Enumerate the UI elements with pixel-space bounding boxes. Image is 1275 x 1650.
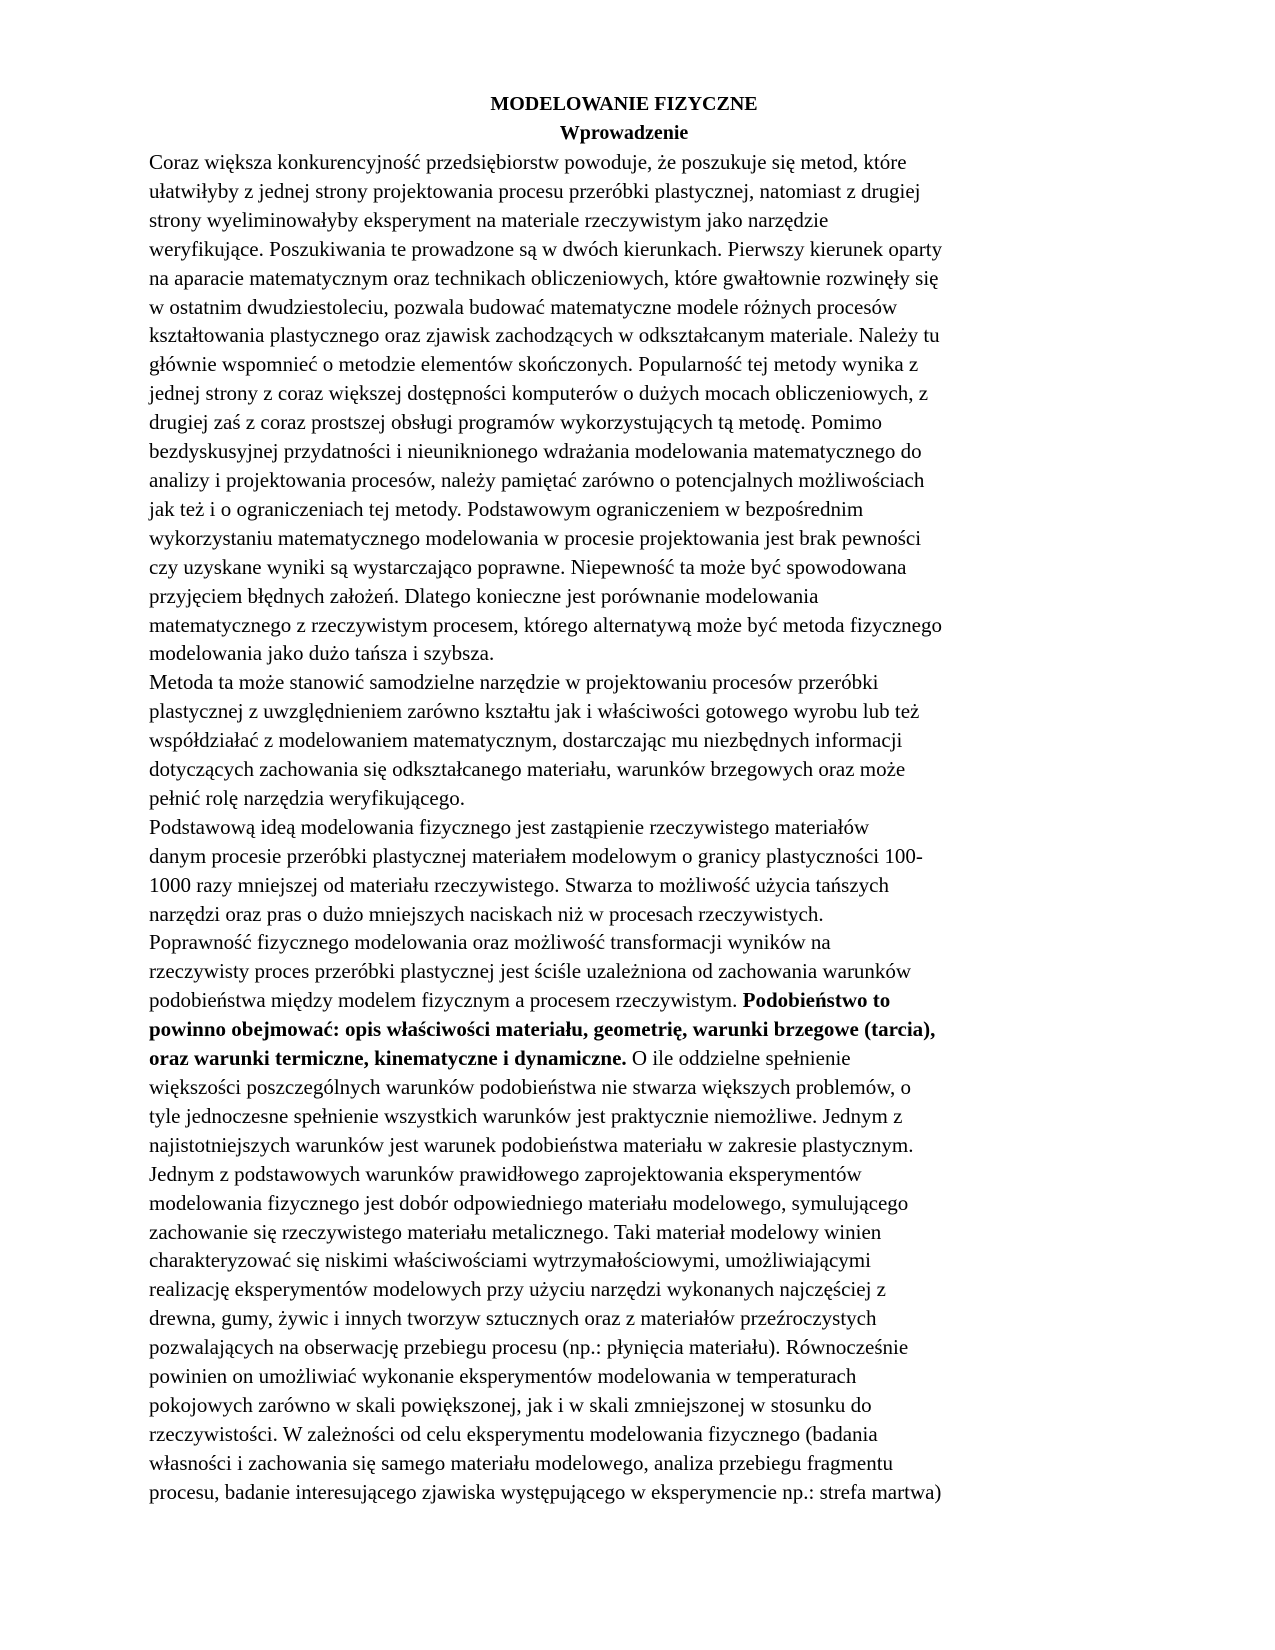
- paragraph-3: [149, 813, 1099, 1073]
- paragraph-line: najistotniejszych warunków jest warunek podobieństwa materiału w zakresie plastycznym.: [149, 1132, 914, 1157]
- paragraph-line: jednej strony z coraz większej dostępności komputerów o dużych mocach obliczeniowych, z: [149, 381, 929, 406]
- line-text: podobieństwa między modelem fizycznym a procesem rzeczywistym.: [149, 988, 738, 1013]
- paragraph-line: Metoda ta może stanowić samodzielne narzędzie w projektowaniu procesów przeróbki: [149, 670, 879, 695]
- paragraph-line: modelowania jako dużo tańsza i szybsza.: [149, 641, 495, 666]
- paragraph-line: kształtowania plastycznego oraz zjawisk zachodzących w odkształcanym materiale. Należy tu: [149, 323, 940, 348]
- bold-text: oraz warunki termiczne, kinematyczne i dynamiczne.: [149, 1046, 627, 1071]
- paragraph-line: strony wyeliminowałyby eksperyment na materiale rzeczywistym jako narzędzie: [149, 207, 829, 232]
- paragraph-line: pokojowych zarówno w skali powiększonej, jak i w skali zmniejszonej w stosunku do: [149, 1392, 872, 1417]
- paragraph-line: Jednym z podstawowych warunków prawidłowego zaprojektowania eksperymentów: [149, 1161, 862, 1186]
- paragraph-line: charakteryzować się niskimi właściwościami wytrzymałościowymi, umożliwiającymi: [149, 1248, 871, 1273]
- paragraph-line: dotyczących zachowania się odkształcanego materiału, warunków brzegowych oraz może: [149, 757, 906, 782]
- paragraph-1: [149, 148, 1099, 668]
- paragraph-line: matematycznego z rzeczywistym procesem, którego alternatywą może być metoda fizycznego: [149, 612, 942, 637]
- paragraph-line: jak też i o ograniczeniach tej metody. Podstawowym ograniczeniem w bezpośrednim: [149, 496, 864, 521]
- paragraph-line: Coraz większa konkurencyjność przedsiębiorstw powoduje, że poszukuje się metod, które: [149, 150, 907, 174]
- paragraph-line: [149, 986, 1099, 1015]
- paragraph-line: pełnić rolę narzędzia weryfikującego.: [149, 785, 465, 810]
- paragraph-3-continued: [149, 1073, 1099, 1507]
- paragraph-line: 1000 razy mniejszej od materiału rzeczywistego. Stwarza to możliwość użycia tańszych: [149, 872, 889, 897]
- paragraph-line: procesu, badanie interesującego zjawiska występującego w eksperymencie np.: strefa martwa): [149, 1479, 942, 1504]
- paragraph-line: przyjęciem błędnych założeń. Dlatego konieczne jest porównanie modelowania: [149, 583, 819, 608]
- paragraph-line: narzędzi oraz pras o dużo mniejszych naciskach niż w procesach rzeczywistych.: [149, 901, 824, 926]
- paragraph-2: [149, 668, 1099, 813]
- paragraph-line: rzeczywisty proces przeróbki plastycznej jest ściśle uzależniona od zachowania warunków: [149, 959, 912, 984]
- line-text: O ile oddzielne spełnienie: [626, 1046, 851, 1071]
- paragraph-line: ułatwiłyby z jednej strony projektowania procesu przeróbki plastycznej, natomiast z drugiej: [149, 178, 921, 203]
- paragraph-line: pozwalających na obserwację przebiegu procesu (np.: płynięcia materiału). Równocześnie: [149, 1335, 909, 1360]
- paragraph-line: wykorzystaniu matematycznego modelowania w procesie projektowania jest brak pewności: [149, 525, 922, 550]
- paragraph-line: rzeczywistości. W zależności od celu eksperymentu modelowania fizycznego (badania: [149, 1421, 878, 1446]
- paragraph-line: [149, 1044, 1099, 1073]
- bold-text: Podobieństwo to: [742, 988, 891, 1013]
- paragraph-line: współdziałać z modelowaniem matematycznym, dostarczając mu niezbędnych informacji: [149, 728, 903, 753]
- paragraph-line: danym procesie przeróbki plastycznej materiałem modelowym o granicy plastyczności 100-: [149, 843, 923, 868]
- paragraph-line: Podstawową ideą modelowania fizycznego jest zastąpienie rzeczywistego materiałów: [149, 814, 870, 839]
- paragraph-line: modelowania fizycznego jest dobór odpowiedniego materiału modelowego, symulującego: [149, 1190, 909, 1215]
- paragraph-line: Poprawność fizycznego modelowania oraz możliwość transformacji wyników na: [149, 930, 831, 955]
- paragraph-line: realizację eksperymentów modelowych przy użyciu narzędzi wykonanych najczęściej z: [149, 1277, 886, 1302]
- paragraph-line: drugiej zaś z coraz prostszej obsługi programów wykorzystujących tą metodę. Pomimo: [149, 410, 883, 435]
- paragraph-line: drewna, gumy, żywic i innych tworzyw sztucznych oraz z materiałów przeźroczystych: [149, 1306, 877, 1331]
- document-page: [149, 90, 1099, 1507]
- paragraph-line: bezdyskusyjnej przydatności i nieuniknionego wdrażania modelowania matematycznego do: [149, 439, 922, 464]
- paragraph-line: zachowanie się rzeczywistego materiału metalicznego. Taki materiał modelowy winien: [149, 1219, 882, 1244]
- paragraph-line: w ostatnim dwudziestoleciu, pozwala budować matematyczne modele różnych procesów: [149, 294, 898, 319]
- paragraph-line: plastycznej z uwzględnieniem zarówno kształtu jak i właściwości gotowego wyrobu lub też: [149, 699, 920, 724]
- paragraph-line: głównie wspomnieć o metodzie elementów skończonych. Popularność tej metody wynika z: [149, 352, 919, 377]
- paragraph-line: na aparacie matematycznym oraz technikach obliczeniowych, które gwałtownie rozwinęły się: [149, 265, 939, 290]
- document-title: MODELOWANIE FIZYCZNE: [490, 93, 758, 115]
- bold-line: powinno obejmować: opis właściwości materiału, geometrię, warunki brzegowe (tarcia),: [149, 1017, 936, 1042]
- document-subtitle: Wprowadzenie: [559, 122, 689, 144]
- paragraph-line: własności i zachowania się samego materiału modelowego, analiza przebiegu fragmentu: [149, 1450, 894, 1475]
- paragraph-line: powinien on umożliwiać wykonanie eksperymentów modelowania w temperaturach: [149, 1364, 857, 1389]
- paragraph-line: czy uzyskane wyniki są wystarczająco poprawne. Niepewność ta może być spowodowana: [149, 554, 907, 579]
- paragraph-line: weryfikujące. Poszukiwania te prowadzone są w dwóch kierunkach. Pierwszy kierunek oparty: [149, 236, 943, 261]
- paragraph-line: analizy i projektowania procesów, należy pamiętać zarówno o potencjalnych możliwościach: [149, 467, 925, 492]
- paragraph-line: większości poszczególnych warunków podobieństwa nie stwarza większych problemów, o: [149, 1075, 911, 1099]
- paragraph-line: tyle jednoczesne spełnienie wszystkich warunków jest praktycznie niemożliwe. Jednym z: [149, 1103, 903, 1128]
